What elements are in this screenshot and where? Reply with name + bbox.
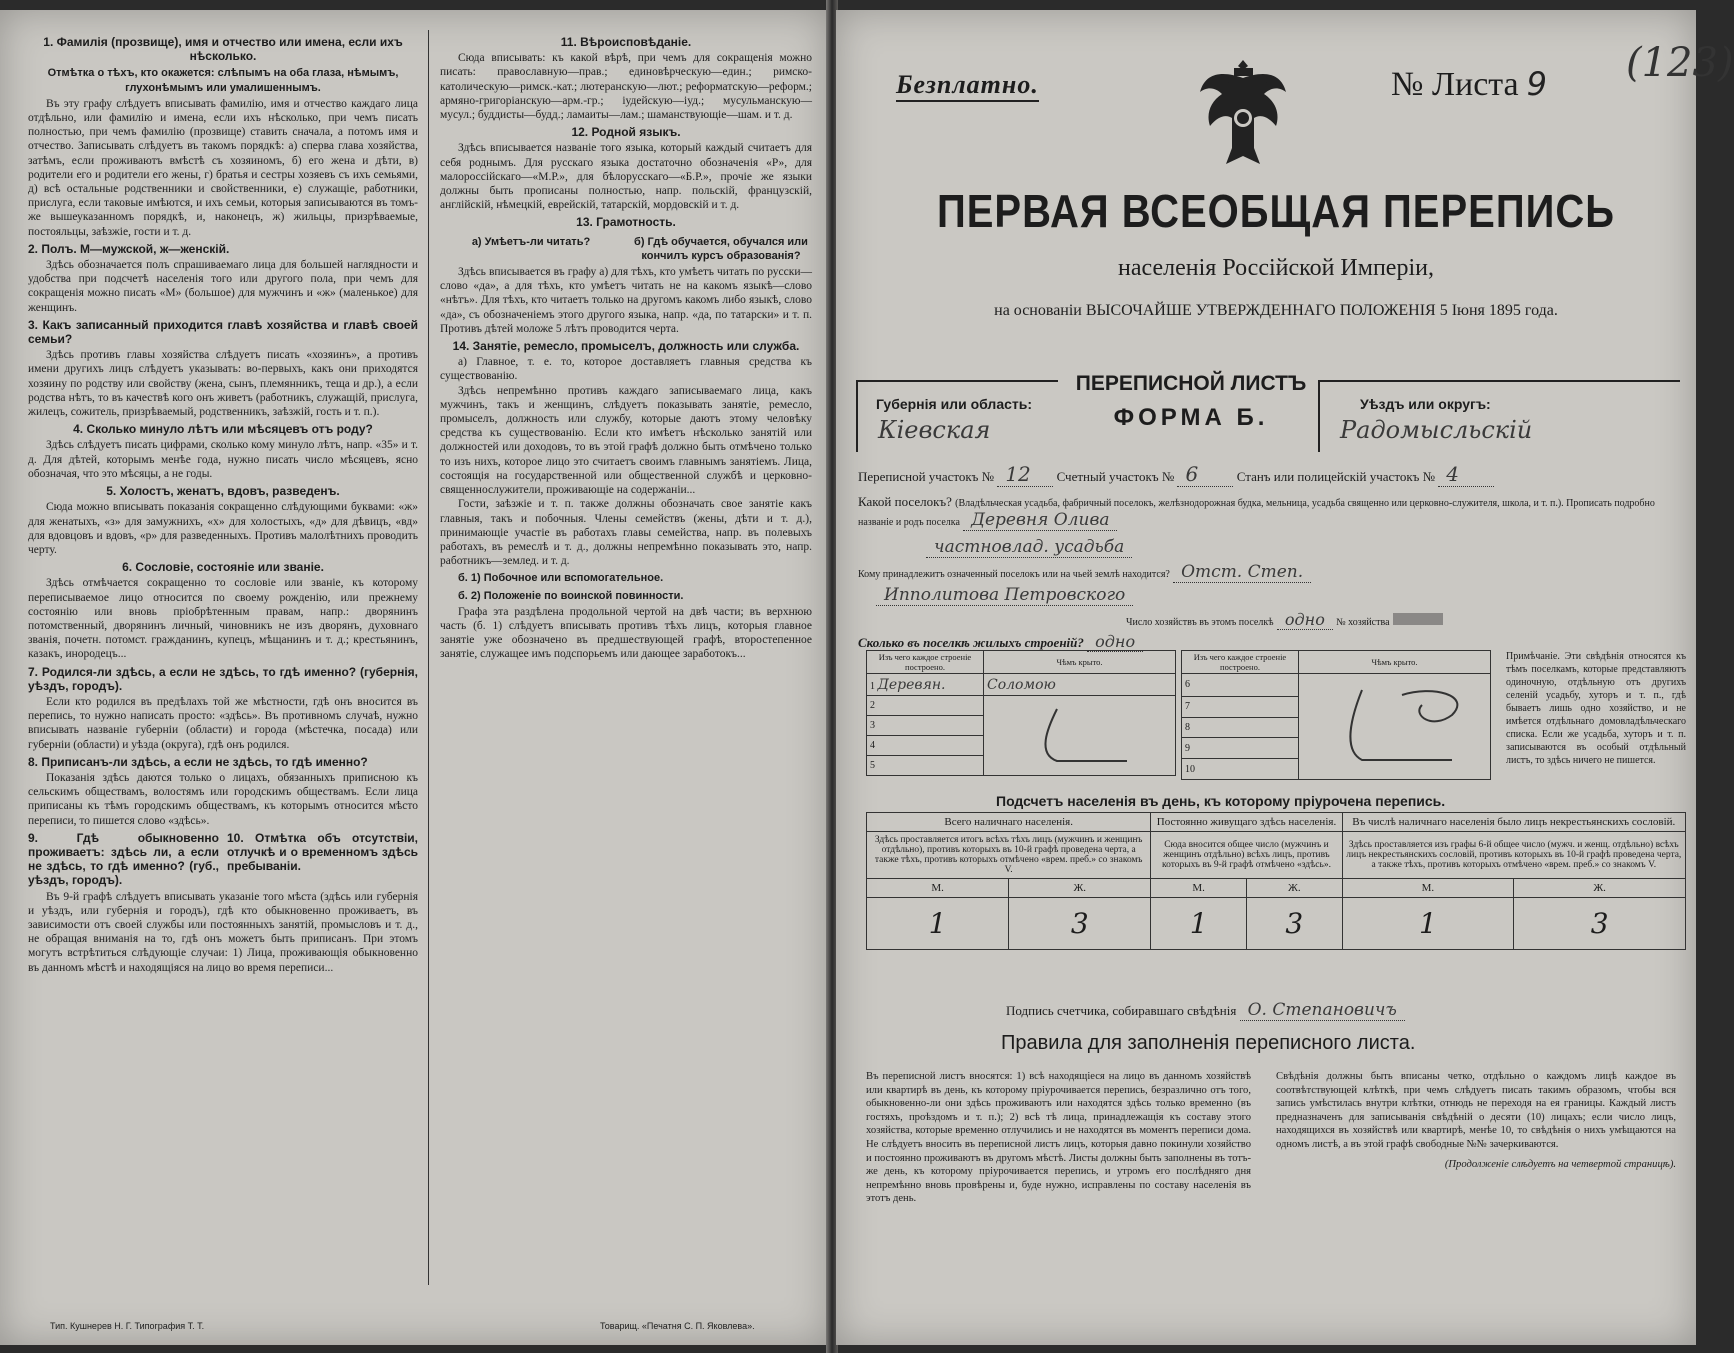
sum-head-permanent: Постоянно живущаго здѣсь населенія. <box>1151 813 1342 832</box>
enumerator-signature-label: Подпись счетчика, собиравшаго свѣдѣнія <box>1006 1003 1237 1018</box>
households-value: одно <box>1277 610 1333 630</box>
section-7-text: Если кто родился въ предѣлахъ той же мѣстности, гдѣ онъ вносится въ перепись, то нужно написать просто: «здѣсь». Въ противномъ случаѣ, нужно вписывать названіе губерніи (области) и города (мѣстечка, посада) или губерніи (области) и уѣзда (округа), гдѣ онъ родился. <box>28 695 418 751</box>
bt-head-material-2: Изъ чего каждое строеніе построено. <box>1182 651 1299 674</box>
bt-row-2: 2 <box>867 696 984 716</box>
sum-m-3: М. <box>1342 879 1514 898</box>
section-14-heading: 14. Занятіе, ремесло, промыселъ, должность или служба. <box>452 339 800 354</box>
bt-row-7: 7 <box>1182 696 1299 717</box>
right-page <box>836 10 1734 1345</box>
section-14a-heading: а) Главное, т. е. то, которое доставляетъ главныя средства къ существованію. <box>440 356 812 383</box>
rules-column-right <box>1276 1070 1676 1171</box>
section-14-text: Здѣсь непремѣнно противъ каждаго записываемаго лица, какъ мужчинъ, такъ и женщинъ, слѣдуетъ показывать занятіе, ремесло, промыселъ, должность или службу, которые даютъ этому человѣку средства къ существованію. Если кто имѣетъ нѣсколько занятій или должностей или доходовъ, то въ этой графѣ должно быть отмѣчено только то изъ нихъ, которое лицо это считаетъ своимъ главнымъ занятіемъ. Лица, состоящія на государственной или общественной службѣ и церковно-священнослужители, проживающіе на содержаніи... <box>440 384 812 497</box>
sum-desc-permanent: Сюда вносится общее число (мужчинъ и женщинъ отдѣльно) всѣхъ лицъ, противъ которыхъ въ 9-й графѣ отмѣчено «здѣсь». <box>1151 832 1342 879</box>
settlement-hint: (Владѣльческая усадьба, фабричный поселокъ, желѣзнодорожная будка, мельница, усадьба священно или церковно-служителя, школа, и т. п.). Прописать подробно названіе и родъ поселка <box>858 498 1655 528</box>
settlement-value-2: частновлад. усадьба <box>926 537 1132 558</box>
buildings-table-left <box>866 650 1176 776</box>
buildings-table-right <box>1181 650 1491 780</box>
bt-row-1-roof: Соломою <box>984 674 1176 696</box>
section-2-heading: 2. Полъ. М—мужской, ж—женскій. <box>28 241 230 256</box>
section-9-10-headings <box>28 828 418 890</box>
owner-value-2: Ипполитова Петровского <box>876 585 1133 606</box>
left-column-2 <box>440 32 812 662</box>
rules-continuation: (Продолженіе слѣдуетъ на четвертой страницѣ). <box>1444 1158 1676 1170</box>
settlement-value-1: Деревня Олива <box>963 510 1117 531</box>
sum-desc-non-peasant: Здѣсь проставляется изъ графы 6-й общее число (мужч. и женщ. отдѣльно) всѣхъ лицъ некрестьянскихъ сословій, противъ которыхъ въ 10-й графѣ проведена черта, а также тѣхъ, противъ которыхъ отмѣчено «врем. преб.» со знакомъ V. <box>1342 832 1685 879</box>
owner-label: Кому принадлежитъ означенный поселокъ или на чьей землѣ находится? <box>858 569 1170 580</box>
section-5-heading: 5. Холостъ, женатъ, вдовъ, разведенъ. <box>106 484 340 499</box>
province-value: Кіевская <box>878 416 991 444</box>
sum-value-permanent-m: 1 <box>1151 898 1247 950</box>
sum-zh-2: Ж. <box>1246 879 1342 898</box>
bt-row-1: 1 Деревян. <box>867 674 984 696</box>
sum-value-present-m: 1 <box>867 898 1009 950</box>
enumerator-signature-row <box>1006 1000 1405 1021</box>
census-plot-value: 12 <box>997 462 1053 487</box>
rules-column-left: Въ переписной листъ вносятся: 1) всѣ находящіеся на лицо въ данномъ хозяйствѣ или квартирѣ въ день, къ которому пріурочивается перепись, безразлично отъ того, обыкновенно-ли они здѣсь проживаютъ или находятся здѣсь только временно (въ гостяхъ, проѣздомъ и т. п.); 2) всѣ тѣ лица, принадлежащія къ составу этого хозяйства, которые временно отлучились и не находятся въ моментъ переписи дома. Не слѣдуетъ вносить въ переписной листъ лицъ, которыя давно покинули хозяйство и постоянно проживаютъ въ другомъ мѣстѣ. Листы должны быть заполнены въ тотъ-же день, къ которому пріурочивается перепись, и утромъ его послѣдняго дня непремѣнно вновь провѣрены и, буде нужно, исправлены по составу населенія въ этотъ день. <box>866 1071 1251 1205</box>
left-column-1 <box>28 32 418 975</box>
column-divider <box>428 30 429 1285</box>
archive-stamp: (123) <box>1626 40 1734 86</box>
sum-value-permanent-zh: 3 <box>1246 898 1342 950</box>
bt-row-8: 8 <box>1182 717 1299 738</box>
section-12-heading: 12. Родной языкъ. <box>571 125 681 140</box>
section-6-text: Здѣсь отмѣчается сокращенно то сословіе или званіе, къ которому переписываемое лицо относится по своему рожденію, или прежнему состоянію или вновь пріобрѣтенным правам, напр.: дворянинъ потомственный, дворянинъ личный, чиновникъ не изъ дворянъ, духовнаго званія, почетн. потомст. гражданинъ, купецъ, мѣщанинъ и т. д.; крестьянинъ, казакъ, инородецъ... <box>28 577 418 661</box>
section-4-text: Здѣсь слѣдуетъ писать цифрами, сколько кому минуло лѣтъ, напр. «35» и т. д. Для дѣтей, которымъ менѣе года, нужно писать число мѣсяцевъ, ясно обозначая, что это мѣсяцы, а не годы. <box>28 439 418 480</box>
household-number-label: № хозяйства <box>1336 617 1390 628</box>
census-subtitle: населенія Россійской Имперіи, <box>1118 255 1434 281</box>
section-2-text: Здѣсь обозначается полъ спрашиваемаго лица для большей наглядности и удобства при подсчетѣ населенія того или другого пола, при чемъ для сокращенія можно писать «М» (большое) для мужчинъ и «ж» (маленькое) для женщинъ. <box>28 259 418 314</box>
district-value: Радомысльскій <box>1340 416 1533 444</box>
bt-row-9: 9 <box>1182 738 1299 759</box>
free-label: Безплатно. <box>896 70 1039 102</box>
population-count-title: Подсчетъ населенія въ день, къ которому пріурочена перепись. <box>996 793 1446 809</box>
police-plot-value: 4 <box>1438 462 1494 487</box>
count-plot-value: 6 <box>1177 462 1233 487</box>
printer-imprint-left: Тип. Кушнерев Н. Г. Типография Т. Т. <box>50 1321 205 1331</box>
census-basis: на основаніи ВЫСОЧАЙШЕ УТВЕРЖДЕННАГО ПОЛОЖЕНІЯ 5 Іюня 1895 года. <box>994 302 1558 319</box>
section-4-heading: 4. Сколько минуло лѣтъ или мѣсяцевъ отъ роду? <box>73 422 373 437</box>
province-label: Губернія или область: <box>876 396 1033 412</box>
district-box <box>1318 380 1680 452</box>
section-14b-text: Графа эта раздѣлена продольной чертой на двѣ части; въ верхнюю часть (б. 1) слѣдуетъ вписывать противъ тѣхъ лицъ, которыя главное занятіе уже обозначено въ предшествующей графѣ, второстепенное занятіе, служащее имъ подспорьемъ или дающее заработокъ... <box>440 605 812 661</box>
buildings-note: Примѣчаніе. Эти свѣдѣнія относятся къ тѣмъ поселкамъ, которые представляютъ одиночную, отдѣльную отъ другихъ селеній усадьбу, хуторъ и т. п., гдѣ бываетъ лишь одно хозяйство, и не имѣется отдѣльнаго домовладѣльческаго списка. Если же усадьба, хуторъ и т. п. записываются въ особый отдѣльный листъ, то здѣсь ничего не пишется. <box>1506 651 1686 766</box>
settlement-row <box>858 494 1658 531</box>
section-14-text-2: Гости, заѣзжіе и т. п. также должны обозначать свое занятіе какъ главныя, такъ и побочныя. Члены семействъ (жены, дѣти и т. д.), принимающіе участіе въ работахъ главы семейства, напр. въ полевыхъ работахъ, въ ремеслѣ и т. д., должны непремѣнно показывать это, напр. работникъ—землед. и т. д. <box>440 498 812 568</box>
district-label: Уѣздъ или округъ: <box>1360 396 1491 412</box>
section-11-text: Сюда вписывать: къ какой вѣрѣ, при чемъ для сокращенія можно писать: православную—прав.; единовѣрческую—един.; римско-католическую—римск.-кат.; лютеранскую—лют.; реформатскую—реформ.; армяно-григоріанскую—арм.-гр.; іудейскую—іуд.; мусульманскую—мусул.; буддисты—будд.; ламаиты—лам.; шаманствующіе—шам. и т. д. <box>440 52 812 122</box>
bt-head-roof: Чѣмъ крыто. <box>984 651 1176 674</box>
census-plot-row <box>858 462 1494 487</box>
bt-empty-mark-2 <box>1299 674 1491 780</box>
section-1-text: Въ эту графу слѣдуетъ вписывать фамилію, имя и отчество каждаго лица отдѣльно, или фамилію и имена, если ихъ нѣсколько, при чемъ писать полностью, при чемъ фамилію (прозвище) ставить сначала, а потомъ имя и отчество. Записывать слѣдуетъ въ такомъ порядкѣ: а) сперва глава хозяйства, затѣмъ, если проживаютъ вмѣстѣ съ хозяиномъ, б) его жена и дѣти, в) родители его и родители его жены, г) братья и сестры хозяевъ съ ихъ семьями, д) всѣ остальные родственники и свойственники, е) служащіе, работники, прислуга, если таковые имѣются, и ихъ семьи, которыя записываются въ томъ-же вышеуказанномъ порядкѣ, и, наконецъ, ж) жильцы, призрѣваемые, постояльцы, заѣзжіе, гости и т. д. <box>28 97 418 238</box>
bt-row-10: 10 <box>1182 759 1299 780</box>
census-plot-label: Переписной участокъ № <box>858 469 995 484</box>
sum-zh-3: Ж. <box>1514 879 1686 898</box>
section-1-subheading: Отмѣтка о тѣхъ, кто окажется: слѣпымъ на оба глаза, нѣмымъ, глухонѣмымъ или умалишеннымъ. <box>47 67 399 94</box>
double-headed-eagle-emblem <box>1196 52 1291 172</box>
section-13-subheadings <box>440 232 812 265</box>
section-6-heading: 6. Сословіе, состояніе или званіе. <box>122 560 324 575</box>
section-8-heading: 8. Приписанъ-ли здѣсь, а если не здѣсь, то гдѣ именно? <box>28 754 368 769</box>
settlement-row-2 <box>926 537 1132 558</box>
households-label: Число хозяйствъ въ этомъ поселкѣ <box>1126 617 1274 628</box>
rules-right-text: Свѣдѣнія должны быть вписаны четко, отдѣльно о каждомъ лицѣ каждое въ соотвѣтствующей клѣткѣ, при чемъ слѣдуетъ писать такимъ образомъ, чтобы вся запись умѣстилась внутри клѣтки, отнюдь не переходя на ея границы. Каждый листъ предназначенъ для записыванія свѣдѣній о десяти (10) лицахъ; если число лицъ, находящихся въ хозяйствѣ или квартирѣ, менѣе 10, то свѣдѣнія о нихъ умѣщаются на одномъ листѣ, а въ этой графѣ свободные №№ зачеркиваются. <box>1276 1071 1676 1150</box>
section-14b1-heading: б. 1) Побочное или вспомогательное. <box>458 572 664 585</box>
count-plot-label: Счетный участокъ № <box>1056 469 1175 484</box>
rules-title: Правила для заполненія переписного листа. <box>1001 1032 1416 1054</box>
sum-m-2: М. <box>1151 879 1247 898</box>
section-13-heading: 13. Грамотность. <box>576 215 676 230</box>
bt-head-material: Изъ чего каждое строеніе построено. <box>867 651 984 674</box>
sum-desc-present: Здѣсь проставляется итогъ всѣхъ тѣхъ лицъ (мужчинъ и женщинъ отдѣльно), противъ которыхъ въ 10-й графѣ проведена черта, а также тѣхъ, противъ которыхъ отмѣчено «врем. преб.» со знакомъ V. <box>867 832 1151 879</box>
sum-value-present-zh: 3 <box>1009 898 1151 950</box>
sum-m-1: М. <box>867 879 1009 898</box>
sheet-number <box>1391 65 1547 104</box>
owner-row <box>858 562 1668 583</box>
buildings-row <box>858 632 1143 652</box>
section-13b-heading: б) Гдѣ обучается, обучался или кончилъ курсъ образованія? <box>634 235 808 262</box>
form-title-line-1: ПЕРЕПИСНОЙ ЛИСТЪ <box>1075 372 1307 395</box>
census-title: ПЕРВАЯ ВСЕОБЩАЯ ПЕРЕПИСЬ <box>937 186 1615 238</box>
section-1-heading: 1. Фамилія (прозвище), имя и отчество или имена, если ихъ нѣсколько. <box>43 35 403 64</box>
sum-value-nonpeasant-m: 1 <box>1342 898 1514 950</box>
header-boxes <box>856 372 1681 454</box>
bt-empty-mark <box>984 696 1176 776</box>
section-9-heading: 9. Гдѣ обыкновенно проживаетъ: здѣсь ли, а если не здѣсь, то гдѣ именно? (губ., уѣздъ, городъ). <box>28 830 219 888</box>
sum-head-present: Всего наличнаго населенія. <box>867 813 1151 832</box>
sheet-number-label: № Листа <box>1391 66 1519 103</box>
bt-row-5: 5 <box>867 756 984 776</box>
population-count-table <box>866 812 1686 950</box>
section-13a-heading: а) Умѣетъ-ли читать? <box>471 235 591 248</box>
bt-row-3: 3 <box>867 716 984 736</box>
left-page <box>0 10 828 1345</box>
section-11-heading: 11. Вѣроисповѣданіе. <box>560 35 692 49</box>
police-plot-label: Станъ или полицейскій участокъ № <box>1236 469 1436 484</box>
sum-head-non-peasant: Въ числѣ наличнаго населенія было лицъ некрестьянскихъ сословій. <box>1342 813 1685 832</box>
households-row <box>1126 610 1443 630</box>
section-3-heading: 3. Какъ записанный приходится главѣ хозяйства и главѣ своей семьи? <box>28 317 418 347</box>
enumerator-signature-value: О. Степановичъ <box>1240 1000 1405 1021</box>
section-14b2-heading: б. 2) Положеніе по воинской повинности. <box>458 589 684 602</box>
province-box <box>856 380 1058 452</box>
buildings-label: Сколько въ поселкѣ жилыхъ строеній? <box>858 635 1084 650</box>
section-7-heading: 7. Родился-ли здѣсь, а если не здѣсь, то гдѣ именно? (губернія, уѣздъ, городъ). <box>28 664 418 693</box>
sum-value-nonpeasant-zh: 3 <box>1514 898 1686 950</box>
printer-imprint-right: Товарищ. «Печатня С. П. Яковлева». <box>600 1321 755 1331</box>
sum-zh-1: Ж. <box>1009 879 1151 898</box>
section-9-text: Въ 9-й графѣ слѣдуетъ вписывать указаніе того мѣста (здѣсь или губернія и уѣздъ, или губернія и городъ), гдѣ кто обыкновенно проживаетъ, въ зависимости отъ своей службы или постоянныхъ занятій, промысловъ и т. д., не обращая вниманія на то, гдѣ онъ можетъ быть приписанъ. При этомъ могутъ встрѣтиться слѣдующіе случаи: 1) Лица, проживающія обыкновенно въ данномъ мѣстѣ и находящіяся на лицо во время переписи... <box>28 890 418 974</box>
buildings-value: одно <box>1087 632 1143 652</box>
owner-value-1: Отст. Степ. <box>1173 562 1311 583</box>
section-12-text: Здѣсь вписывается названіе того языка, который каждый считаетъ для себя роднымъ. Для русскаго языка достаточно обозначенія «Р», для малороссійскаго—«М.Р.», для бѣлорусскаго—«Б.Р.», прочіе же языки должны быть прописаны полностью, напр. польскій, французскій, англійскій, нѣмецкій, еврейскій, татарскій, мордовскій и т. д. <box>440 142 812 212</box>
bt-row-6: 6 <box>1182 674 1299 697</box>
section-13-text: Здѣсь вписывается въ графу а) для тѣхъ, кто умѣетъ читать по русски—слово «да», а для тѣхъ, кто умѣетъ читать не на какомъ языкѣ—слово «нѣтъ». Для тѣхъ, кто читаетъ только на другомъ какомъ либо языкѣ, слово «да», съ обозначеніемъ этого другого языка, напр. «да, по татарски» и т. п. Противъ дѣтей моложе 5 лѣтъ проводится черта. <box>440 266 812 335</box>
section-10-heading: 10. Отмѣтка объ отсутствіи, отлучкѣ и о временномъ здѣсь пребываніи. <box>227 830 418 874</box>
form-title-line-2: ФОРМА Б. <box>1113 404 1269 431</box>
section-8-text: Показанія здѣсь даются только о лицахъ, обязанныхъ приписною къ сельскимъ обществамъ, волостямъ или городскимъ обществамъ. Если лица приписаны къ тѣмъ городскимъ обществамъ, къ которымъ относится мѣсто переписи, то пишется слово «здѣсь». <box>28 771 418 827</box>
section-3-text: Здѣсь противъ главы хозяйства слѣдуетъ писать «хозяинъ», а противъ имени другихъ лицъ слѣдуетъ указывать: во-первыхъ, какъ они приходятся хозяину по родству или свойству (жена, сынъ, племянникъ, теща и др.), а если родства нѣтъ, то въ качествѣ кого онъ живетъ (работникъ, служащій, прислуга, жилецъ, сожитель, призрѣваемый, родственникъ, заѣзжій, гость и т. п.). <box>28 349 418 419</box>
bt-row-4: 4 <box>867 736 984 756</box>
settlement-label: Какой поселокъ? <box>858 494 952 509</box>
sheet-number-value: 9 <box>1526 65 1548 103</box>
section-5-text: Сюда можно вписывать показанія сокращенно слѣдующими буквами: «ж» для женатыхъ, «з» для замужнихъ, «х» для холостыхъ, «д» для дѣвицъ, «вд» для вдовцовъ и вдовъ, «р» для разведенныхъ. Противъ малолѣтнихъ проводить черту. <box>28 501 418 556</box>
owner-row-2 <box>876 585 1133 606</box>
household-number-blot <box>1393 613 1443 625</box>
bt-head-roof-2: Чѣмъ крыто. <box>1299 651 1491 674</box>
